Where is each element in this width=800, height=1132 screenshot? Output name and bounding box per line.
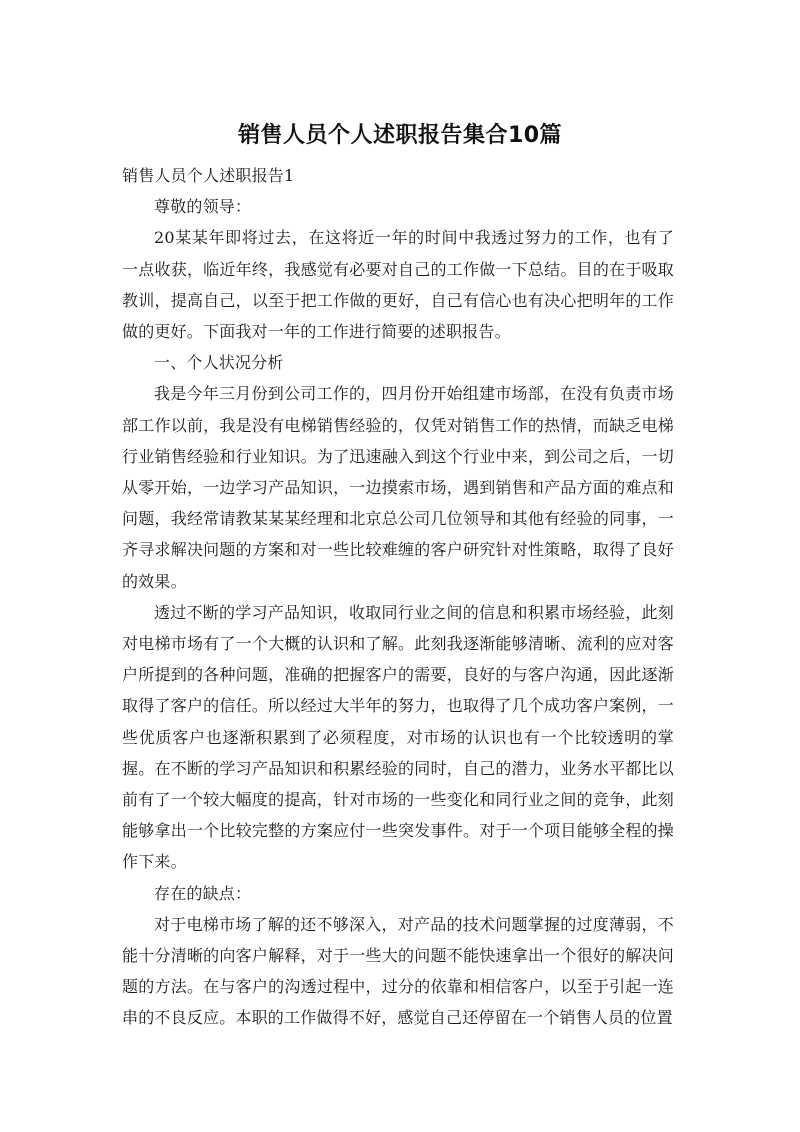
paragraph: 我是今年三月份到公司工作的，四月份开始组建市场部，在没有负责市场部工作以前，我是没有电梯销售经验的，仅凭对销售工作的热情，而缺乏电梯行业销售经验和行业知识。为了迅速融入到这个行业中来，到公司之后，一切从零开始，一边学习产品知识，一边摸索市场，遇到销售和产品方面的难点和问题，我经常请教某某某经理和北京总公司几位领导和其他有经验的同事，一齐寻求解决问题的方案和对一些比较难缠的客户研究针对性策略，取得了良好的效果。: [122, 384, 674, 591]
paragraph: 20某某年即将过去，在这将近一年的时间中我透过努力的工作，也有了一点收获，临近年终，我感觉有必要对自己的工作做一下总结。目的在于吸取教训，提高自己，以至于把工作做的更好，自己有信心也有决心把明年的工作做的更好。下面我对一年的工作进行简要的述职报告。: [122, 228, 674, 342]
greeting-line: 尊敬的领导：: [154, 197, 252, 217]
report-subtitle: 销售人员个人述职报告1: [122, 166, 295, 185]
paragraph: 对于电梯市场了解的还不够深入，对产品的技术问题掌握的过度薄弱，不能十分清晰的向客户解释，对于一些大的问题不能快速拿出一个很好的解决问题的方法。在与客户的沟透过程中，过分的依靠和相信客户，以至于引起一连串的不良反应。本职的工作做得不好，感觉自己还停留在一个销售人员的位置: [122, 914, 674, 1028]
section-heading: 一、个人状况分析: [154, 353, 284, 373]
paragraph: 透过不断的学习产品知识，收取同行业之间的信息和积累市场经验，此刻对电梯市场有了一个大概的认识和了解。此刻我逐渐能够清晰、流利的应对客户所提到的各种问题，准确的把握客户的需要，良好的与客户沟通，因此逐渐取得了客户的信任。所以经过大半年的努力，也取得了几个成功客户案例，一些优质客户也逐渐积累到了必须程度，对市场的认识也有一个比较透明的掌握。在不断的学习产品知识和积累经验的同时，自己的潜力，业务水平都比以前有了一个较大幅度的提高，针对市场的一些变化和同行业之间的竞争，此刻能够拿出一个比较完整的方案应付一些突发事件。对于一个项目能够全程的操作下来。: [122, 602, 674, 872]
section-heading: 存在的缺点：: [154, 883, 252, 903]
document-title: 销售人员个人述职报告集合10篇: [237, 123, 563, 148]
document-body: [122, 160, 674, 1034]
